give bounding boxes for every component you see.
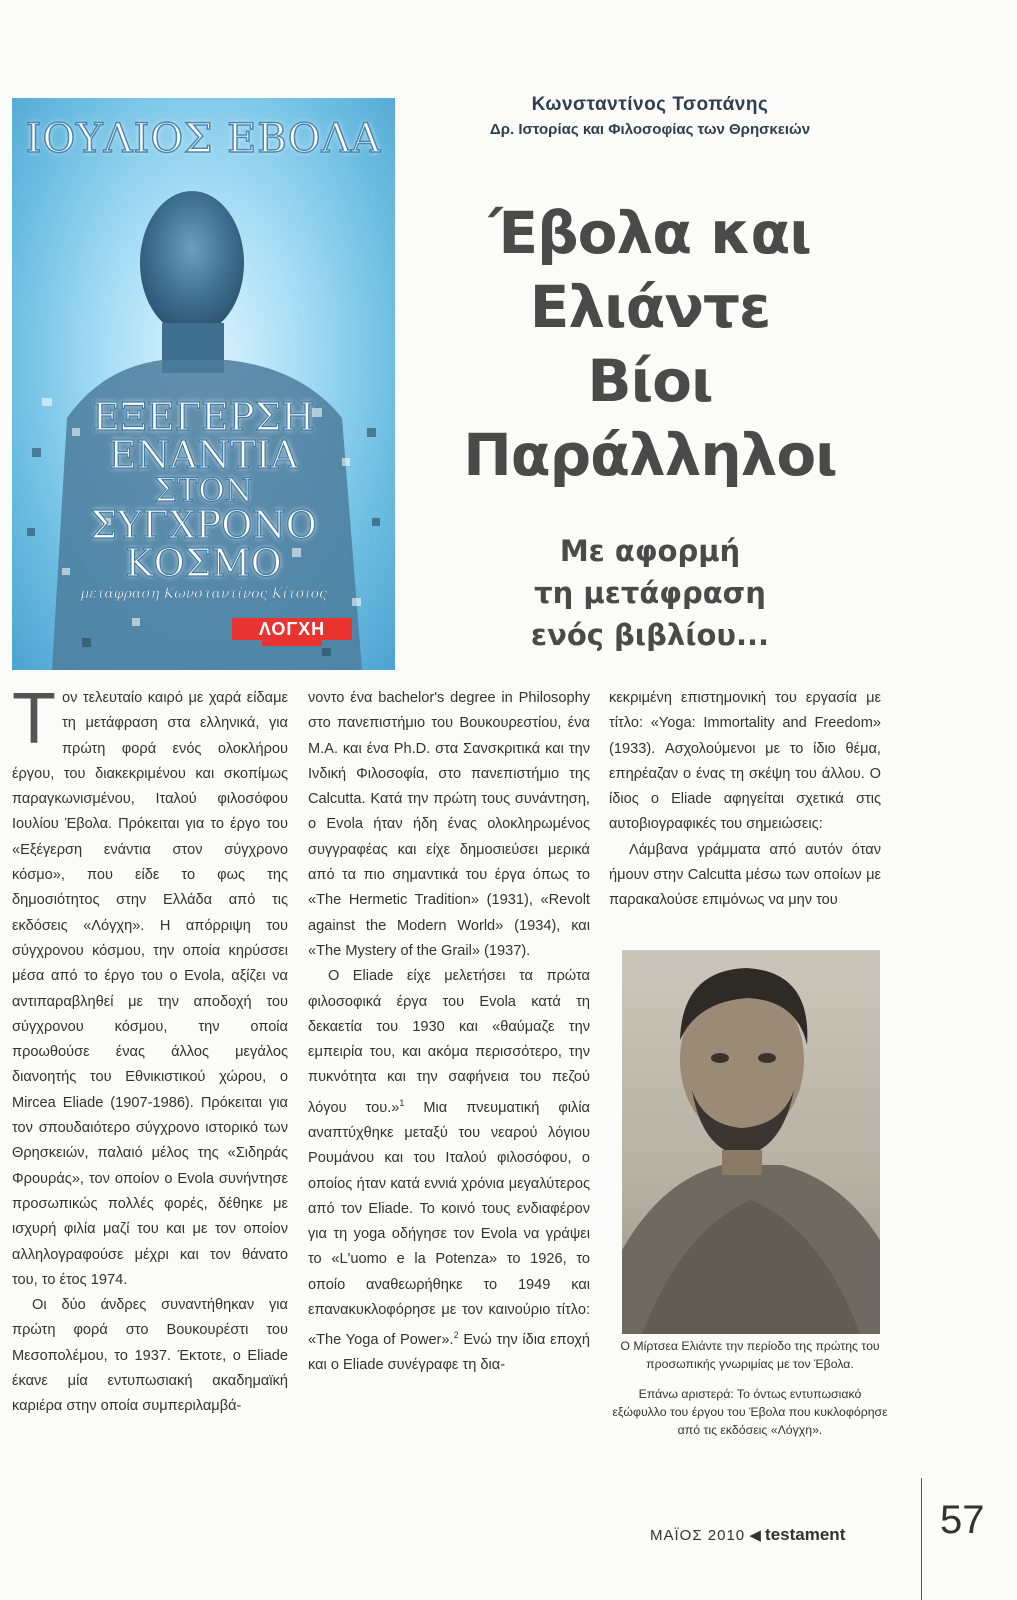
article-title [420,196,880,492]
cover-title [12,395,395,585]
paragraph [12,679,288,1293]
arrow-left-icon: ◀ [749,1527,761,1544]
cover-translator: μετάφραση Κωνσταντίνος Κίτσιος [80,586,327,602]
paragraph-text: Ενώ την ίδια εποχή και ο Eliade συνέγραφε τη δια- [308,1332,590,1374]
title-line: Παράλληλοι [463,421,837,489]
text-column-1 [12,679,288,1420]
paragraph: Λάμβανα γράμματα από αυτόν όταν ήμουν στην Calcutta μέσω των οποίων με παρακαλούσε επιμόνως να μην του [609,841,881,909]
text-column-3 [609,686,881,914]
cover-author: ΙΟΥΛΙΟΣ ΕΒΟΛΑ [25,116,382,162]
issue-date: ΜΑΪΟΣ 2010 [650,1527,746,1544]
cover-title-line: ΕΞΕΓΕΡΣΗ [92,395,315,439]
subtitle-line: τη μετάφραση [534,576,766,610]
author-name: Κωνσταντίνος Τσοπάνης [531,94,769,115]
cover-caption: Επάνω αριστερά: Το όντως εντυπωσιακό εξώφυλλο του έργου του Έβολα που κυκλοφόρησε από τις εκδόσεις «Λόγχη». [612,1387,888,1437]
title-line: Έβολα και [489,199,811,267]
cover-publisher-stripe [262,640,322,646]
title-line: Βίοι [587,347,713,415]
article-subtitle [420,530,880,656]
paragraph: νοντο ένα bachelor's degree in Philosophy στο πανεπιστήμιο του Βουκουρεστίου, ένα M.A. και ένα Ph.D. στα Σανσκριτικά και την Ινδική Φιλοσοφία, στο πανεπιστήμιο της Calcutta. Κατά την πρώτη τους συνάντηση, ο Evola ήταν ήδη ένας ολοκληρωμένος συγγραφέας και είχε δημοσιεύσει μερικά από τα πιο σημαντικά του έργα όπως το «The Hermetic Tradition» (1931), «Revolt against the Modern World» (1934), και «The Mystery of the Grail» (1937). [308,690,590,959]
book-cover-image [12,98,395,670]
author-role: Δρ. Ιστορίας και Φιλοσοφίας των Θρησκειών [489,121,811,138]
footnote-ref: 2 [453,1330,459,1341]
text-column-2 [308,686,590,1379]
drop-cap: Τ [12,679,56,759]
paragraph [308,964,590,1378]
magazine-name: testament [765,1525,846,1544]
cover-title-line: ΕΝΑΝΤΙΑ [108,433,299,477]
footer-divider [921,1478,922,1600]
page-number: 57 [940,1498,985,1542]
footnote-ref: 1 [399,1097,405,1108]
subtitle-line: Με αφορμή [559,534,741,568]
paragraph-text: Μια πνευματική φιλία αναπτύχθηκε μεταξύ του νεαρού λόγιου Ρουμάνου και του Ιταλού φιλοσόφου, ο οποίος ήταν κατά εννιά χρόνια μεγαλύτερος από τον Eliade. Το κοινό τους ενδιαφέρον για τη yoga οδήγησε τον Evola να γράψει το «L'uomo e la Potenza» το 1926, το οποίο αναθεωρήθηκε το 1949 και επανακυκλοφόρησε με τον καινούριο τίτλο: «The Yoga of Power». [308,1099,590,1349]
cover-title-line: ΣΥΓΧΡΟΝΟ [90,503,317,547]
cover-publisher-logo: ΛΟΓΧΗ [232,618,352,640]
paragraph: Οι δύο άνδρες συναντήθηκαν για πρώτη φορά στο Βουκουρέστι του Μεσοπολέμου, το 1937. Έκτοτε, ο Eliade έκανε μία εντυπωσιακή ακαδημαϊκή καριέρα στην οποία συμπεριλαμβά- [12,1297,288,1415]
subtitle-line: ενός βιβλίου... [530,618,770,652]
portrait-illustration [622,950,880,1334]
paragraph-text: ον τελευταίο καιρό με χαρά είδαμε τη μετάφραση στα ελληνικά, για πρώτη φορά ενός ολοκλήρου έργου, του διακεκριμένου και σκοπίμως παραγκωνισμένου, Ιταλού φιλοσόφου Ιουλίου Έβολα. Πρόκειται για το έργο του «Εξέγερση ενάντια στον σύγχρονο κόσμο», που είδε το φως της δημοσιότητος στην Ελλάδα από τις εκδόσεις «Λόγχη». Η απόρριψη του σύγχρονου κόσμου, την οποία κηρύσσει μέσα από το έργο του ο Evola, αξίζει να αντιπαραβληθεί με την αποδοχή του σύγχρονου κόσμου, την οποία προωθούσε ένας άλλος μεγάλος διανοητής του Εθνικιστικού χώρου, ο Mircea Eliade (1907-1986). Πρόκειται για τον σπουδαιότερο σύγχρονο ιστορικό των Θρησκειών, παλαιό μέλος της «Σιδηράς Φρουράς», τον οποίον ο Evola συνήντησε προσωπικώς πολλές φορές, δέθηκε με ισχυρή φιλία μαζί του και με τον οποίον αλληλογραφούσε μέχρι και τον θάνατο του, το έτος 1974. [12,690,288,1288]
paragraph: κεκριμένη επιστημονική του εργασία με τίτλο: «Yoga: Immortality and Freedom» (1933). Ασχολούμενοι με το ίδιο θέμα, επηρέαζαν ο ένας τη σκέψη του άλλου. Ο ίδιος ο Eliade αφηγείται σχετικά στις αυτοβιογραφικές του σημειώσεις: [609,690,881,833]
photo-caption: Ο Μίρτσεα Ελιάντε την περίοδο της πρώτης του προσωπικής γνωριμίας με τον Έβολα. [620,1339,880,1371]
cover-title-line: ΣΤΟΝ [154,471,253,509]
title-line: Ελιάντε [529,273,771,341]
cover-title-line: ΚΟΣΜΟ [125,541,282,585]
page-footer [650,1525,845,1545]
eliade-portrait-photo [622,950,880,1334]
paragraph-text: Ο Eliade είχε μελετήσει τα πρώτα φιλοσοφικά έργα του Evola κατά τη δεκαετία του 1930 και «θαύμαζε την εμπειρία του, και ακόμα περισσότερο, την πυκνότητα και την σαφήνεια του πεζού λόγου του.» [308,968,590,1116]
